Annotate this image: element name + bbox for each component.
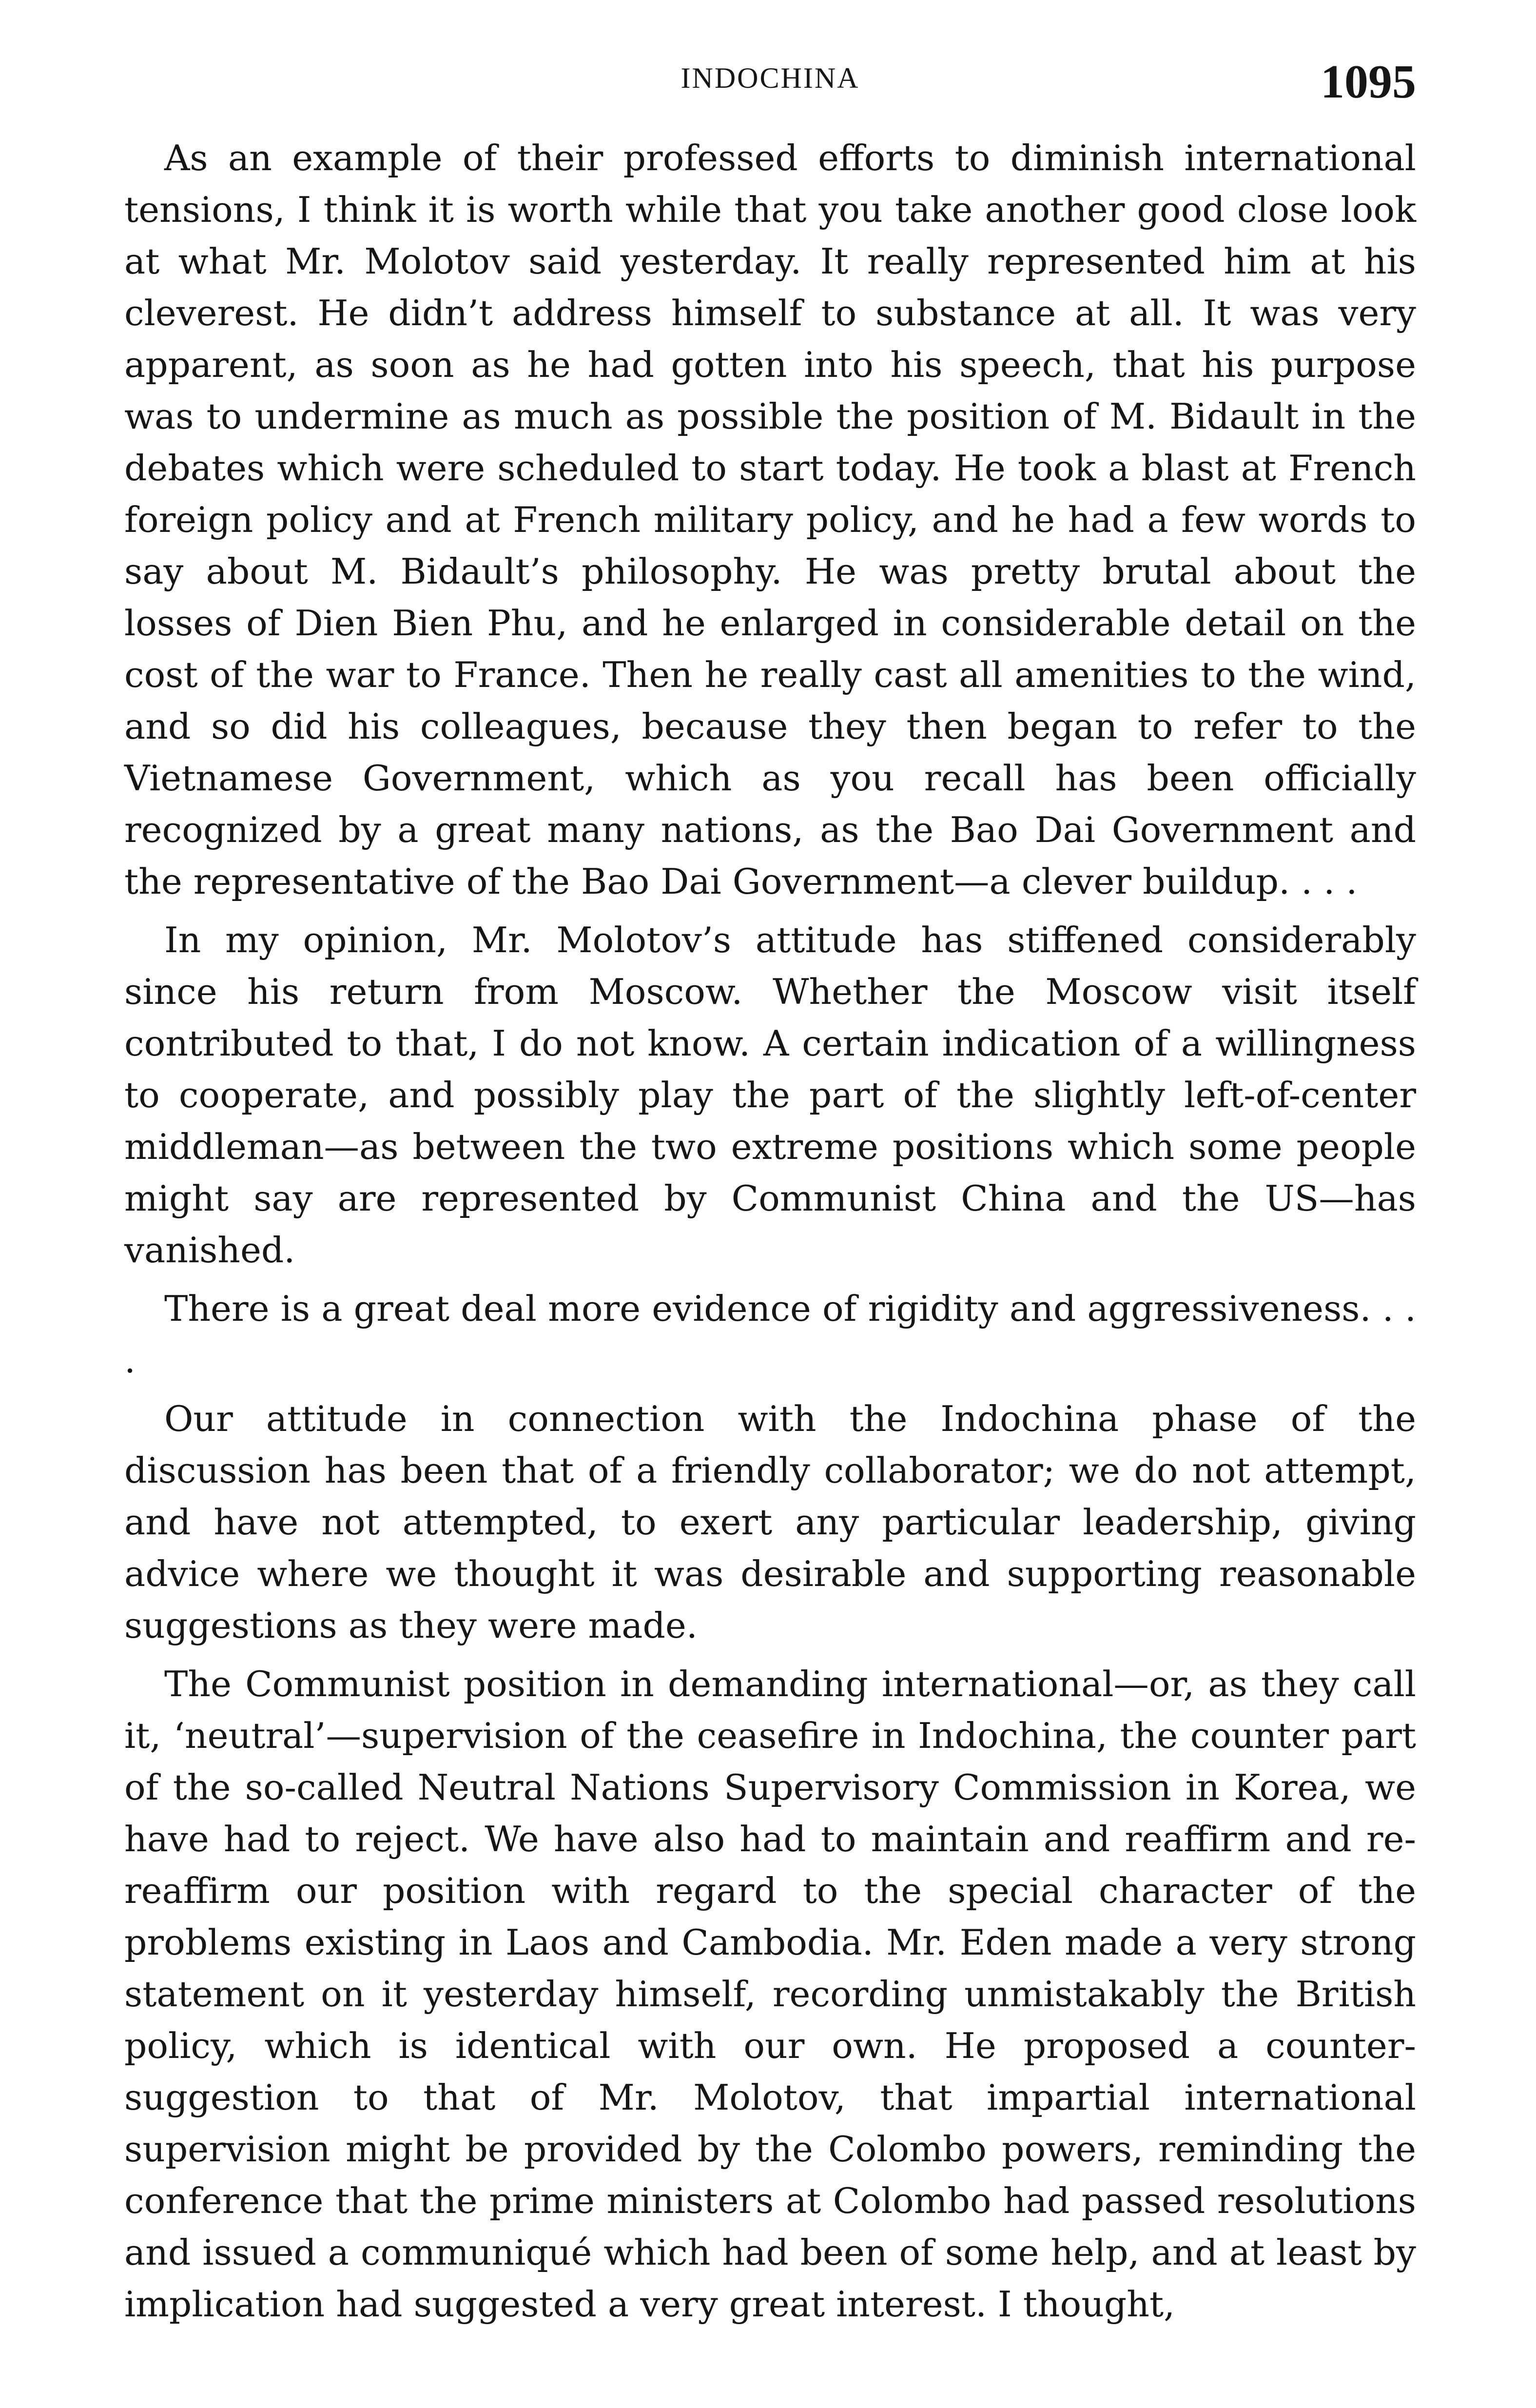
running-title: INDOCHINA: [681, 62, 860, 94]
page-number: 1095: [1321, 56, 1416, 108]
paragraph-molotov-attitude: In my opinion, Mr. Molotov’s attitude has stiffened considerably since his return from Moscow. Whether the Moscow visit itself contributed to that, I do not know. A certain indication of a willingness to cooperate, and possibly play the part of the slightly left-of-center middleman—as between the two extreme positions which some people might say are represented by Communist China and the US—has vanished.: [124, 920, 1416, 1271]
paragraph-molotov-speech: As an example of their professed efforts to diminish international tensions, I think it is worth while that you take another good close look at what Mr. Molotov said yesterday. It really represented him at his cleverest. He didn’t address himself to substance at all. It was very apparent, as soon as he had gotten into his speech, that his purpose was to undermine as much as possible the position of M. Bidault in the debates which were scheduled to start today. He took a blast at French foreign policy and at French military policy, and he had a few words to say about M. Bidault’s philosophy. He was pretty brutal about the losses of Dien Bien Phu, and he enlarged in considerable detail on the cost of the war to France. Then he really cast all amenities to the wind, and so did his colleagues, because they then began to refer to the Vietnamese Government, which as you recall has been officially recognized by a great many nations, as the Bao Dai Government and the representative of the Bao Dai Government—a clever buildup. . . .: [124, 138, 1416, 902]
running-head: [124, 55, 1416, 113]
body-text: [124, 133, 1416, 2337]
paragraph-communist-position: The Communist position in demanding international—or, as they call it, ‘neutral’—supervision of the ceasefire in Indochina, the counter part of the so-called Neutral Nations Supervisory Commission in Korea, we have had to reject. We have also had to maintain and reaffirm and re-reaffirm our position with regard to the special character of the problems existing in Laos and Cambodia. Mr. Eden made a very strong statement on it yesterday himself, recording unmistakably the British policy, which is identical with our own. He proposed a counter-suggestion to that of Mr. Molotov, that impartial international supervision might be provided by the Colombo powers, reminding the conference that the prime ministers at Colombo had passed resolutions and issued a communiqué which had been of some help, and at least by implication had suggested a very great interest. I thought,: [124, 1664, 1416, 2325]
paragraph-rigidity: There is a great deal more evidence of rigidity and aggressiveness. . . .: [124, 1289, 1416, 1381]
paragraph-our-attitude: Our attitude in connection with the Indochina phase of the discussion has been that of a friendly collaborator; we do not attempt, and have not attempted, to exert any particular leadership, giving advice where we thought it was desirable and supporting reasonable suggestions as they were made.: [124, 1399, 1416, 1646]
